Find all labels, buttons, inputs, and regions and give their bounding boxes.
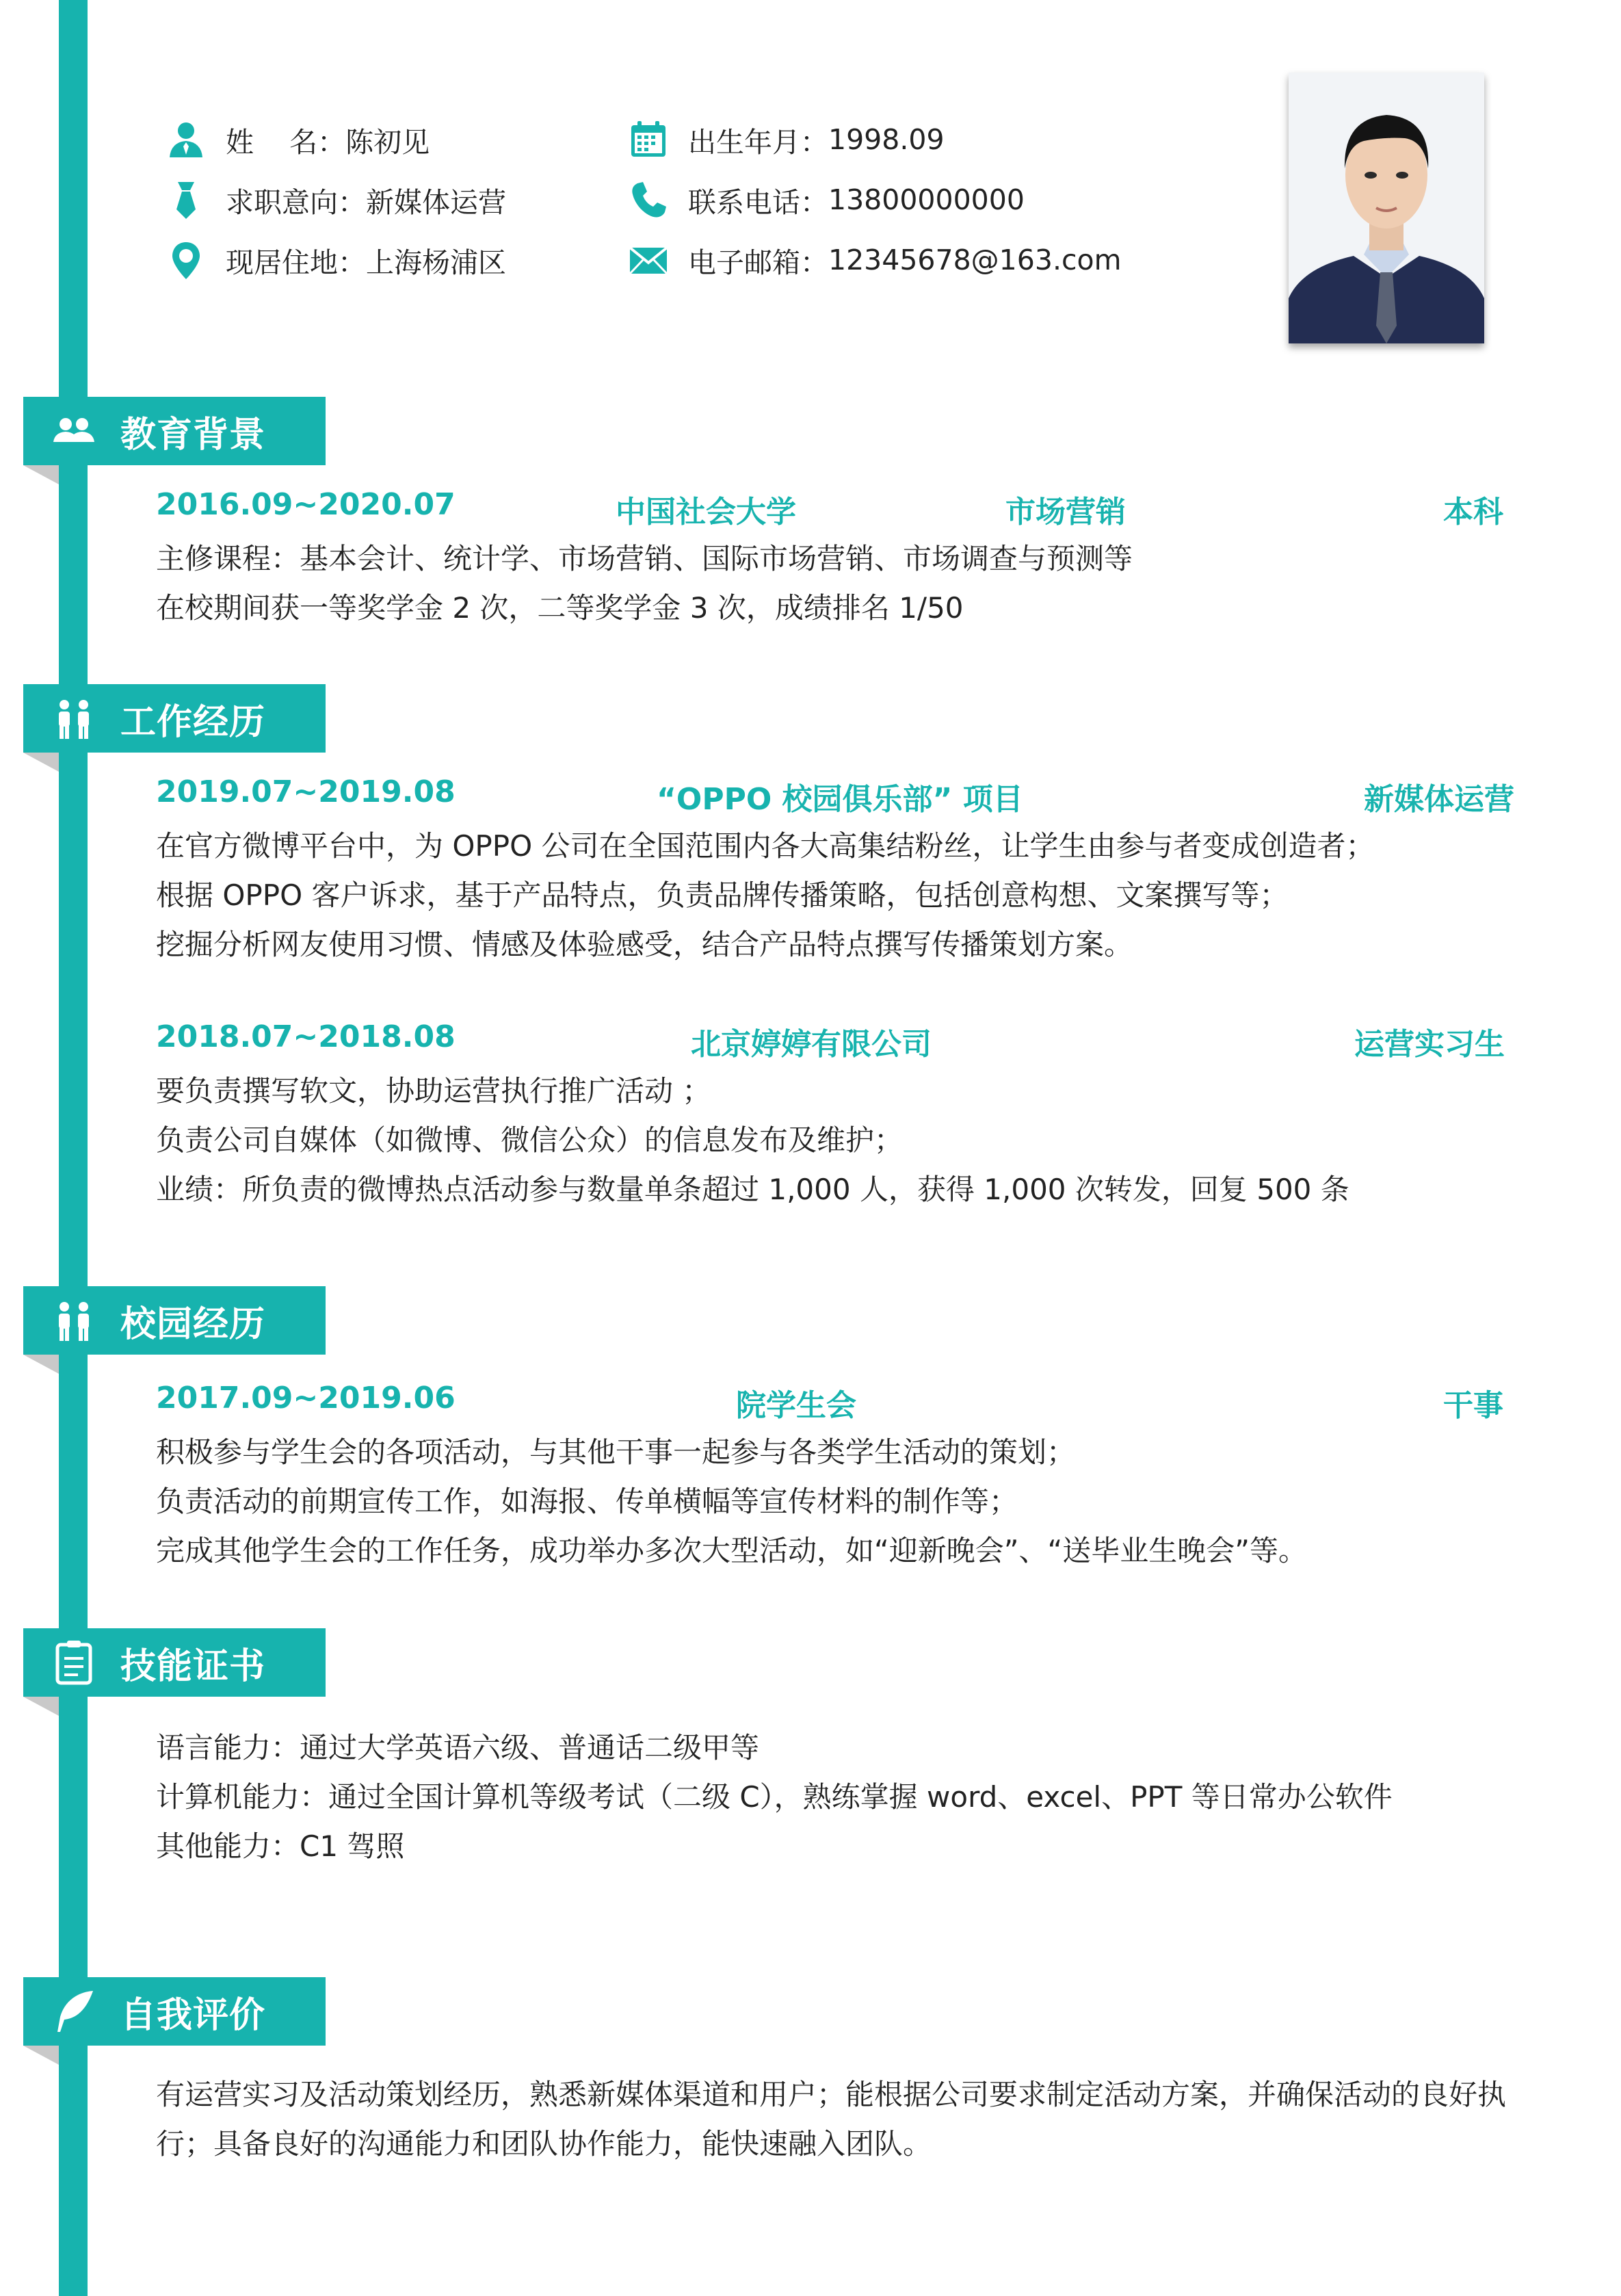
campus-period: 2017.09~2019.06 xyxy=(156,1381,456,1416)
work-line: 在官方微博平台中，为 OPPO 公司在全国范围内各大高集结粉丝，让学生由参与者变成创造者； xyxy=(156,829,1375,863)
campus-org: 院学生会 xyxy=(736,1388,856,1423)
section-header-work xyxy=(23,684,326,753)
education-degree: 本科 xyxy=(1443,495,1503,530)
work-role: 运营实习生 xyxy=(1354,1027,1505,1062)
section-fold-education xyxy=(23,465,59,484)
education-line: 主修课程：基本会计、统计学、市场营销、国际市场营销、市场调查与预测等 xyxy=(156,542,1133,575)
person-icon xyxy=(166,119,207,160)
skill-line: 计算机能力：通过全国计算机等级考试（二级 C），熟练掌握 word、excel、PPT 等日常办公软件 xyxy=(156,1780,1393,1814)
work-row-head xyxy=(156,1019,1524,1067)
profile-photo xyxy=(1289,73,1484,343)
email-label: 电子邮箱： xyxy=(688,246,828,279)
intent-label: 求职意向： xyxy=(226,185,366,219)
education-period: 2016.09~2020.07 xyxy=(156,487,456,522)
address-value: 上海杨浦区 xyxy=(366,246,506,279)
work-org: 北京婷婷有限公司 xyxy=(691,1027,932,1062)
email-value: 12345678@163.com xyxy=(828,244,1122,276)
info-birth xyxy=(628,112,945,167)
section-header-skills xyxy=(23,1628,326,1697)
tie-icon xyxy=(166,179,207,220)
skill-line: 语言能力：通过大学英语六级、普通话二级甲等 xyxy=(156,1731,760,1764)
section-fold-work xyxy=(23,753,59,772)
phone-label: 联系电话： xyxy=(688,185,828,219)
phone-value: 13800000000 xyxy=(828,183,1025,216)
education-line: 在校期间获一等奖学金 2 次，二等奖学金 3 次，成绩排名 1/50 xyxy=(156,591,964,625)
left-accent-bar xyxy=(59,0,88,2296)
work-role: 新媒体运营 xyxy=(1364,782,1514,817)
education-row-head xyxy=(156,487,1524,535)
campus-line: 负责活动的前期宣传工作，如海报、传单横幅等宣传材料的制作等； xyxy=(156,1485,1018,1518)
campus-row-head xyxy=(156,1381,1524,1429)
phone-icon xyxy=(628,179,669,220)
birth-label: 出生年月： xyxy=(688,125,828,159)
campus-role: 干事 xyxy=(1443,1388,1503,1423)
section-header-campus xyxy=(23,1286,326,1355)
section-header-self xyxy=(23,1977,326,2046)
people-icon xyxy=(47,1293,101,1348)
campus-line: 完成其他学生会的工作任务，成功举办多次大型活动，如“迎新晚会”、“送毕业生晚会”等。 xyxy=(156,1534,1308,1567)
section-fold-skills xyxy=(23,1697,59,1716)
name-value: 陈初见 xyxy=(345,125,430,159)
work-line: 挖掘分析网友使用习惯、情感及体验感受，结合产品特点撰写传播策划方案。 xyxy=(156,928,1133,961)
section-header-education xyxy=(23,397,326,465)
section-fold-campus xyxy=(23,1355,59,1374)
work-line: 负责公司自媒体（如微博、微信公众）的信息发布及维护； xyxy=(156,1123,904,1157)
work-line: 业绩：所负责的微博热点活动参与数量单条超过 1,000 人，获得 1,000 次转发，回复 500 条 xyxy=(156,1173,1349,1206)
info-name xyxy=(166,112,430,167)
section-title-education: 教育背景 xyxy=(120,414,266,456)
info-address xyxy=(166,233,506,287)
work-line: 根据 OPPO 客户诉求，基于产品特点，负责品牌传播策略，包括创意构想、文案撰写等； xyxy=(156,878,1289,912)
skill-line: 其他能力：C1 驾照 xyxy=(156,1829,405,1863)
education-major: 市场营销 xyxy=(1005,495,1126,530)
section-title-work: 工作经历 xyxy=(120,701,266,743)
work-org: “OPPO 校园俱乐部” 项目 xyxy=(657,782,1023,817)
work-period: 2018.07~2018.08 xyxy=(156,1019,456,1054)
certificate-icon xyxy=(47,1635,101,1690)
work-period: 2019.07~2019.08 xyxy=(156,774,456,809)
location-pin-icon xyxy=(166,239,207,281)
info-email xyxy=(628,233,1122,287)
section-fold-self xyxy=(23,2046,59,2065)
name-label: 姓 名： xyxy=(226,125,346,159)
section-title-skills: 技能证书 xyxy=(120,1645,266,1687)
envelope-icon xyxy=(628,239,669,281)
info-phone xyxy=(628,172,1025,227)
people-group-icon xyxy=(47,404,101,458)
feather-icon xyxy=(47,1984,101,2039)
people-icon xyxy=(47,691,101,746)
work-line: 要负责撰写软文，协助运营执行推广活动 ； xyxy=(156,1074,711,1108)
birth-value: 1998.09 xyxy=(828,123,945,156)
education-school: 中国社会大学 xyxy=(616,495,796,530)
address-label: 现居住地： xyxy=(226,246,366,279)
section-title-campus: 校园经历 xyxy=(120,1303,266,1345)
calendar-icon xyxy=(628,119,669,160)
section-title-self: 自我评价 xyxy=(120,1994,266,2036)
info-intent xyxy=(166,172,506,227)
intent-value: 新媒体运营 xyxy=(366,185,506,219)
campus-line: 积极参与学生会的各项活动，与其他干事一起参与各类学生活动的策划； xyxy=(156,1435,1076,1469)
work-row-head xyxy=(156,774,1524,822)
self-evaluation-text: 有运营实习及活动策划经历，熟悉新媒体渠道和用户；能根据公司要求制定活动方案，并确保活动的良好执行；具备良好的沟通能力和团队协作能力，能快速融入团队。 xyxy=(156,2078,1507,2161)
